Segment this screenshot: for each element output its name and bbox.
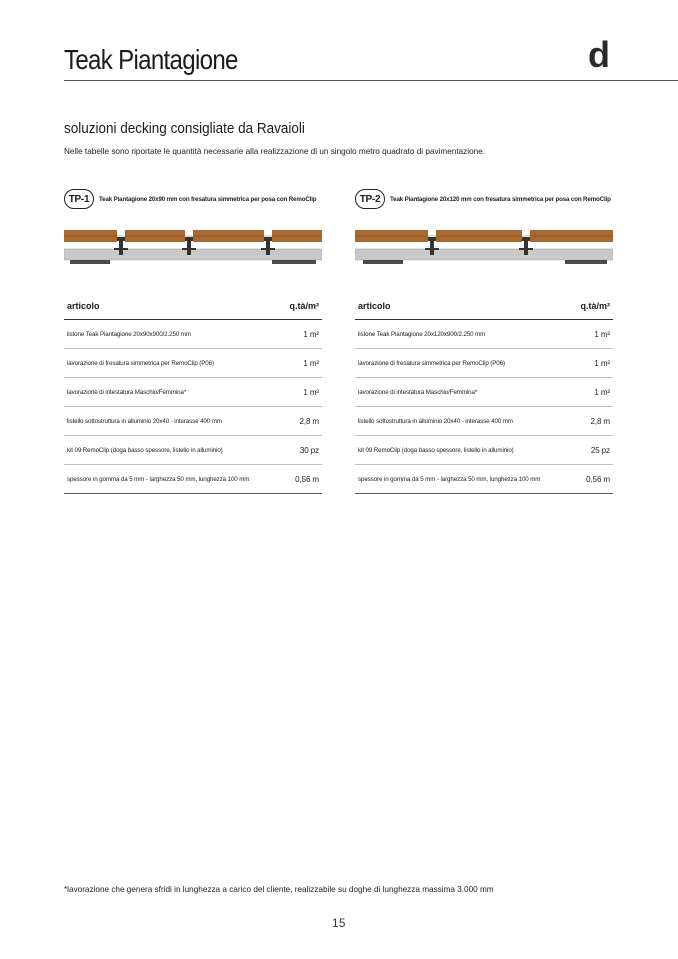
page-number: 15 [332, 918, 346, 930]
qty-cell: 1 m² [281, 378, 322, 407]
qty-cell: 30 pz [281, 436, 322, 465]
qty-cell: 0,56 m [281, 465, 322, 494]
table-row [64, 349, 322, 378]
column-header-qty: q.tà/m² [281, 292, 322, 320]
article-cell: lavorazione di fresatura simmetrica per RemoClip (P06) [355, 349, 572, 378]
page-title: Teak Piantagione [64, 44, 238, 75]
table-row [355, 407, 613, 436]
title-divider [64, 80, 678, 81]
article-cell: kit 09 RemoClip (doga basso spessore, listello in alluminio) [355, 436, 572, 465]
qty-cell: 2,8 m [572, 407, 613, 436]
product-description: Teak Piantagione 20x120 mm con fresatura simmetrica per posa con RemoClip [390, 195, 611, 203]
column-header-article: articolo [355, 292, 572, 320]
product-code-badge: TP-1 [64, 189, 94, 209]
section-intro: Nelle tabelle sono riportate le quantità necessarie alla realizzazione di un singolo metro quadrato di pavimentazione. [64, 147, 486, 156]
qty-cell: 1 m² [281, 349, 322, 378]
table-row [64, 407, 322, 436]
panel-header [64, 188, 322, 210]
product-code-badge: TP-2 [355, 189, 385, 209]
article-cell: kit 09 RemoClip (doga basso spessore, listello in alluminio) [64, 436, 281, 465]
article-cell: spessore in gomma da 5 mm - larghezza 50 mm, lunghezza 100 mm [355, 465, 572, 494]
table-row [355, 349, 613, 378]
qty-cell: 25 pz [572, 436, 613, 465]
qty-cell: 0,56 m [572, 465, 613, 494]
article-cell: listello sottostruttura in alluminio 20x40 - interasse 400 mm [355, 407, 572, 436]
footnote: *lavorazione che genera sfridi in lunghezza a carico del cliente, realizzabile su doghe di lunghezza massima 3.000 mm [64, 885, 494, 894]
table-row [64, 378, 322, 407]
article-cell: lavorazione di intestatura Maschio/Femmina* [64, 378, 281, 407]
qty-cell: 1 m² [572, 378, 613, 407]
panel-header [355, 188, 613, 210]
table-row [64, 465, 322, 494]
table-row [355, 465, 613, 494]
table-row [355, 378, 613, 407]
product-description: Teak Piantagione 20x90 mm con fresatura simmetrica per posa con RemoClip [99, 195, 317, 203]
panel-tp1 [64, 188, 322, 494]
qty-cell: 1 m² [281, 320, 322, 349]
column-header-article: articolo [64, 292, 281, 320]
table-row [355, 320, 613, 349]
materials-table [355, 292, 613, 494]
article-cell: listone Teak Piantagione 20x90x900/2.250 mm [64, 320, 281, 349]
panel-tp2 [355, 188, 613, 494]
article-cell: listello sottostruttura in alluminio 20x40 - interasse 400 mm [64, 407, 281, 436]
decking-cross-section-icon [64, 222, 322, 280]
article-cell: lavorazione di fresatura simmetrica per RemoClip (P06) [64, 349, 281, 378]
materials-table [64, 292, 322, 494]
article-cell: listone Teak Piantagione 20x120x900/2.250 mm [355, 320, 572, 349]
article-cell: spessore in gomma da 5 mm - larghezza 50 mm, lunghezza 100 mm [64, 465, 281, 494]
table-row [64, 320, 322, 349]
qty-cell: 1 m² [572, 320, 613, 349]
qty-cell: 1 m² [572, 349, 613, 378]
article-cell: lavorazione di intestatura Maschio/Femmina* [355, 378, 572, 407]
qty-cell: 2,8 m [281, 407, 322, 436]
section-letter: d [588, 34, 610, 75]
decking-cross-section-icon [355, 222, 613, 280]
table-row [64, 436, 322, 465]
section-subtitle: soluzioni decking consigliate da Ravaioli [64, 120, 305, 137]
column-header-qty: q.tà/m² [572, 292, 613, 320]
table-row [355, 436, 613, 465]
